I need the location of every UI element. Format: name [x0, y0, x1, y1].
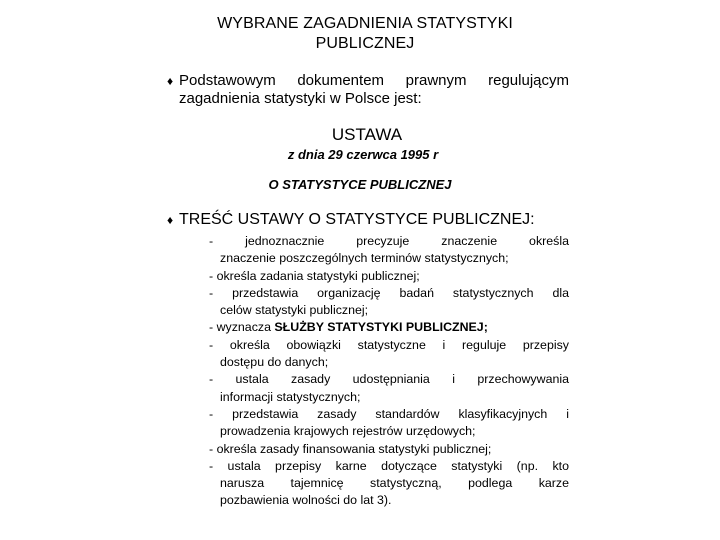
list-item-line: - określa zasady finansowania statystyki publicznej;: [209, 441, 492, 456]
list-item: [209, 319, 569, 336]
slide-title-line2: PUBLICZNEJ: [315, 35, 415, 52]
intro-line1-text: Podstawowym dokumentem prawnym regulującym: [179, 72, 569, 89]
list-item-line: - przedstawia organizację badań statystycznych dla: [209, 285, 569, 300]
diamond-bullet-icon: ♦: [167, 74, 174, 88]
list-item-line: [209, 319, 569, 336]
intro-line2: zagadnienia statystyki w Polsce jest:: [179, 90, 422, 107]
intro-paragraph: [167, 72, 569, 108]
list-item-line: znaczenie poszczególnych terminów statystycznych;: [220, 251, 509, 266]
slide-title-line1: WYBRANE ZAGADNIENIA STATYSTYKI: [217, 15, 513, 32]
list-item: [209, 337, 569, 372]
list-item: [209, 233, 569, 268]
intro-line1: [167, 72, 569, 90]
act-name: O STATYSTYCE PUBLICZNEJ: [268, 177, 452, 192]
list-item-line: - jednoznacznie precyzuje znaczenie określa: [209, 234, 569, 248]
act-date: z dnia 29 czerwca 1995 r: [287, 147, 439, 162]
list-item-line: - ustala przepisy karne dotyczące statystyki (np. kto: [209, 458, 569, 473]
list-item-text: - wyznacza: [209, 320, 275, 335]
slide-title: [0, 14, 720, 54]
list-item-emphasis: SŁUŻBY STATYSTYKI PUBLICZNEJ;: [274, 320, 488, 335]
section-heading-text: TREŚĆ USTAWY O STATYSTYCE PUBLICZNEJ:: [179, 211, 535, 228]
list-item-line: - określa zadania statystyki publicznej;: [209, 268, 420, 283]
list-item-line: - przedstawia zasady standardów klasyfikacyjnych i: [209, 406, 569, 421]
list-item-line: - ustala zasady udostępniania i przechowywania: [209, 372, 569, 387]
list-item: [209, 268, 569, 285]
list-item-line: celów statystyki publicznej;: [220, 303, 369, 318]
list-item: [209, 285, 569, 320]
diamond-bullet-icon: ♦: [167, 213, 174, 227]
list-item-line: - określa obowiązki statystyczne i reguluje przepisy: [209, 337, 569, 352]
act-heading: [0, 124, 720, 194]
list-item-line: pozbawienia wolności do lat 3).: [220, 493, 392, 508]
list-item-line: prowadzenia krajowych rejestrów urzędowych;: [220, 424, 476, 439]
list-item: [209, 458, 569, 510]
content-list: [209, 233, 569, 510]
list-item-line: dostępu do danych;: [220, 355, 329, 370]
section-heading: [167, 210, 535, 230]
list-item-line: informacji statystycznych;: [220, 389, 361, 404]
list-item-line: narusza tajemnicę statystyczną, podlega karze: [220, 476, 569, 491]
list-item: [209, 406, 569, 441]
list-item: [209, 371, 569, 406]
list-item: [209, 441, 569, 458]
act-title: USTAWA: [331, 125, 403, 144]
